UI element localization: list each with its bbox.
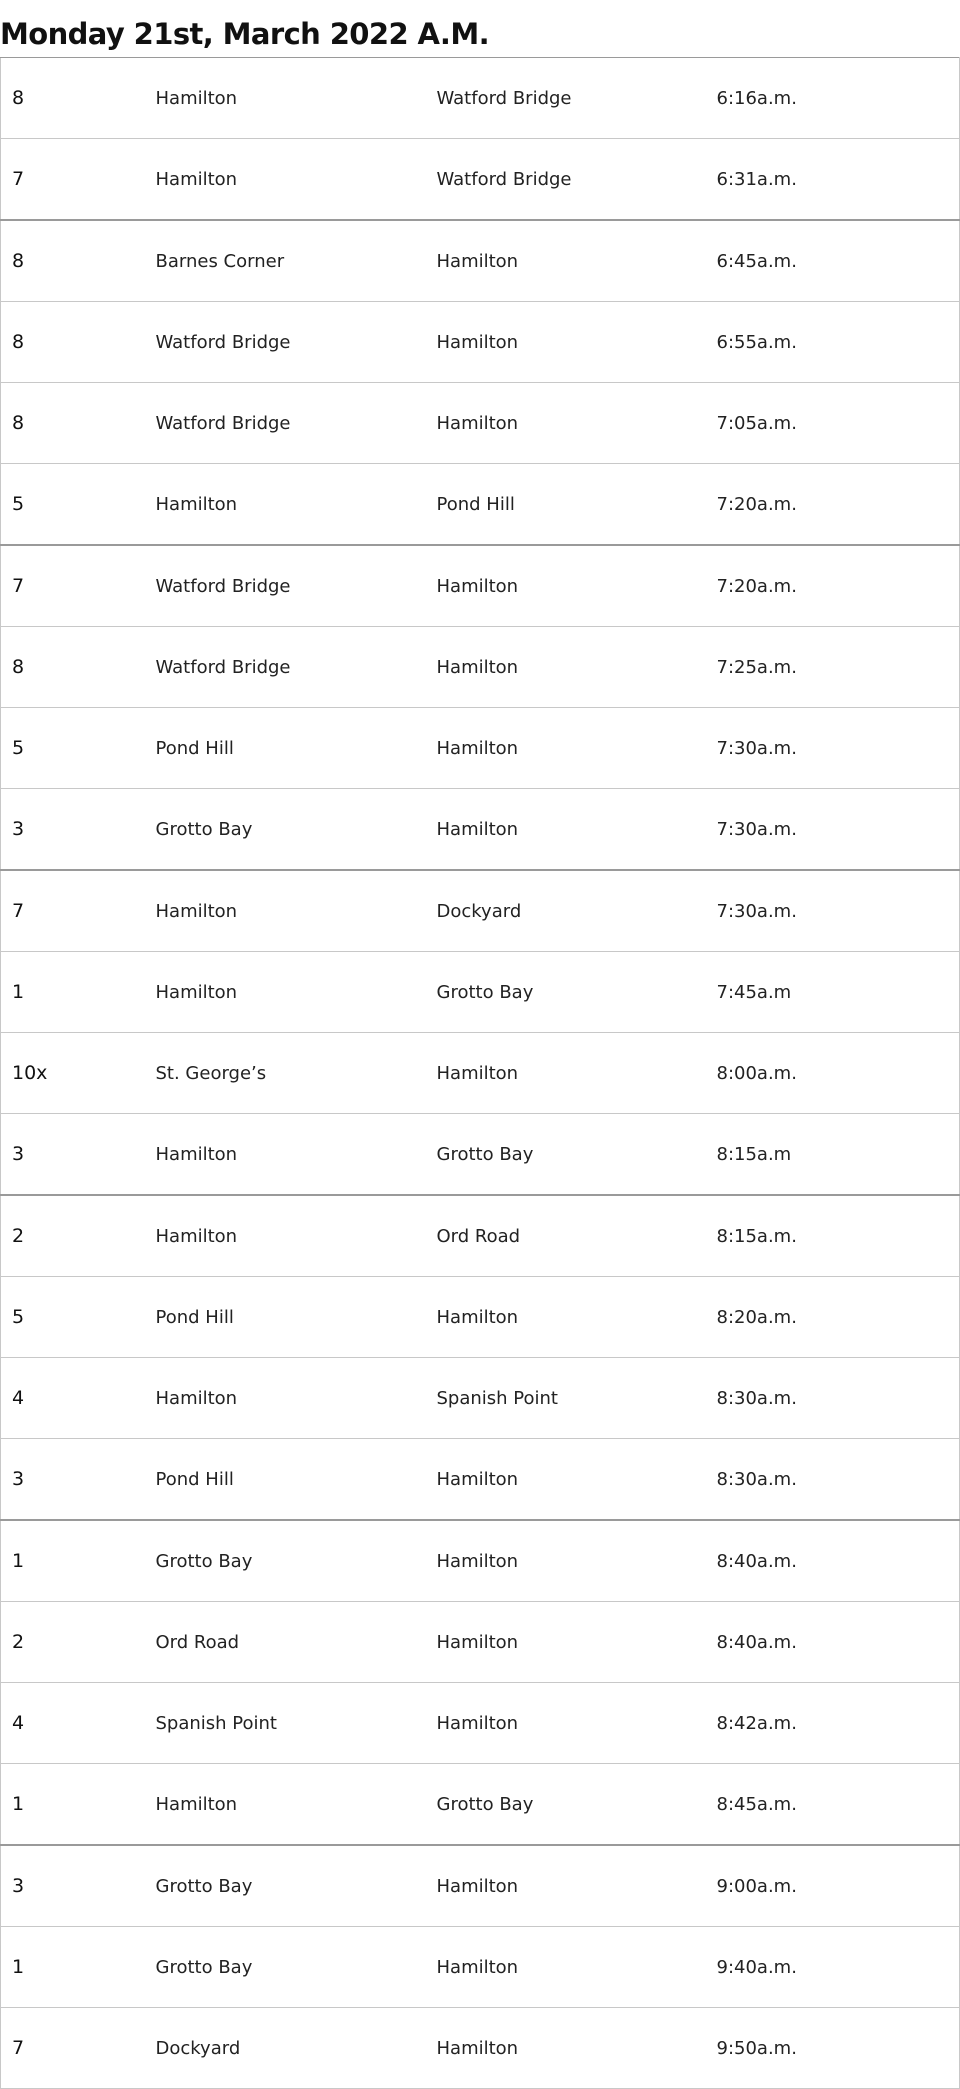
- origin-stop: Grotto Bay: [145, 1927, 426, 2008]
- destination-stop: Hamilton: [426, 627, 706, 708]
- origin-stop: Hamilton: [145, 1114, 426, 1196]
- destination-stop: Hamilton: [426, 383, 706, 464]
- departure-time: 7:25a.m.: [706, 627, 960, 708]
- departure-time: 6:45a.m.: [706, 220, 960, 302]
- destination-stop: Hamilton: [426, 1683, 706, 1764]
- destination-stop: Hamilton: [426, 1277, 706, 1358]
- origin-stop: Barnes Corner: [145, 220, 426, 302]
- destination-stop: Hamilton: [426, 1439, 706, 1521]
- schedule-row: [1, 1845, 960, 1927]
- destination-stop: Pond Hill: [426, 464, 706, 546]
- route-number: 1: [1, 1764, 145, 1846]
- departure-time: 6:31a.m.: [706, 139, 960, 221]
- departure-time: 7:20a.m.: [706, 545, 960, 627]
- departure-time: 9:00a.m.: [706, 1845, 960, 1927]
- departure-time: 9:40a.m.: [706, 1927, 960, 2008]
- schedule-row: [1, 1927, 960, 2008]
- departure-time: 6:16a.m.: [706, 58, 960, 139]
- origin-stop: Hamilton: [145, 58, 426, 139]
- route-number: 8: [1, 627, 145, 708]
- destination-stop: Hamilton: [426, 2008, 706, 2089]
- route-number: 3: [1, 1439, 145, 1521]
- departure-time: 7:30a.m.: [706, 870, 960, 952]
- destination-stop: Grotto Bay: [426, 952, 706, 1033]
- schedule-row: [1, 1033, 960, 1114]
- schedule-row: [1, 139, 960, 221]
- destination-stop: Hamilton: [426, 1033, 706, 1114]
- schedule-row: [1, 952, 960, 1033]
- route-number: 4: [1, 1358, 145, 1439]
- route-number: 5: [1, 708, 145, 789]
- schedule-row: [1, 1358, 960, 1439]
- origin-stop: Pond Hill: [145, 1439, 426, 1521]
- departure-time: 7:05a.m.: [706, 383, 960, 464]
- departure-time: 8:15a.m: [706, 1114, 960, 1196]
- schedule-row: [1, 220, 960, 302]
- origin-stop: Hamilton: [145, 870, 426, 952]
- destination-stop: Watford Bridge: [426, 58, 706, 139]
- route-number: 7: [1, 139, 145, 221]
- departure-time: 8:15a.m.: [706, 1195, 960, 1277]
- schedule-body: [1, 58, 960, 2089]
- destination-stop: Hamilton: [426, 1845, 706, 1927]
- origin-stop: Hamilton: [145, 139, 426, 221]
- destination-stop: Grotto Bay: [426, 1114, 706, 1196]
- schedule-row: [1, 58, 960, 139]
- schedule-row: [1, 302, 960, 383]
- origin-stop: Spanish Point: [145, 1683, 426, 1764]
- route-number: 8: [1, 302, 145, 383]
- departure-time: 6:55a.m.: [706, 302, 960, 383]
- schedule-row: [1, 1602, 960, 1683]
- route-number: 8: [1, 58, 145, 139]
- origin-stop: Ord Road: [145, 1602, 426, 1683]
- destination-stop: Hamilton: [426, 220, 706, 302]
- destination-stop: Dockyard: [426, 870, 706, 952]
- bus-schedule-table: [0, 57, 960, 2089]
- schedule-row: [1, 383, 960, 464]
- route-number: 8: [1, 220, 145, 302]
- destination-stop: Hamilton: [426, 302, 706, 383]
- page-title: Monday 21st, March 2022 A.M.: [0, 17, 490, 51]
- route-number: 3: [1, 789, 145, 871]
- route-number: 7: [1, 2008, 145, 2089]
- destination-stop: Watford Bridge: [426, 139, 706, 221]
- origin-stop: Grotto Bay: [145, 789, 426, 871]
- origin-stop: Watford Bridge: [145, 627, 426, 708]
- origin-stop: Pond Hill: [145, 1277, 426, 1358]
- route-number: 8: [1, 383, 145, 464]
- route-number: 3: [1, 1114, 145, 1196]
- departure-time: 7:20a.m.: [706, 464, 960, 546]
- destination-stop: Hamilton: [426, 708, 706, 789]
- origin-stop: Watford Bridge: [145, 383, 426, 464]
- origin-stop: Grotto Bay: [145, 1845, 426, 1927]
- schedule-row: [1, 1195, 960, 1277]
- schedule-row: [1, 789, 960, 871]
- origin-stop: Hamilton: [145, 952, 426, 1033]
- origin-stop: Hamilton: [145, 1358, 426, 1439]
- origin-stop: Hamilton: [145, 1195, 426, 1277]
- schedule-row: [1, 1277, 960, 1358]
- schedule-row: [1, 1764, 960, 1846]
- route-number: 2: [1, 1602, 145, 1683]
- departure-time: 7:30a.m.: [706, 789, 960, 871]
- origin-stop: Watford Bridge: [145, 302, 426, 383]
- schedule-row: [1, 1439, 960, 1521]
- route-number: 1: [1, 1520, 145, 1602]
- schedule-row: [1, 708, 960, 789]
- schedule-row: [1, 1520, 960, 1602]
- route-number: 2: [1, 1195, 145, 1277]
- route-number: 5: [1, 1277, 145, 1358]
- departure-time: 8:30a.m.: [706, 1358, 960, 1439]
- schedule-row: [1, 870, 960, 952]
- route-number: 4: [1, 1683, 145, 1764]
- destination-stop: Hamilton: [426, 1927, 706, 2008]
- origin-stop: Pond Hill: [145, 708, 426, 789]
- departure-time: 8:42a.m.: [706, 1683, 960, 1764]
- origin-stop: Watford Bridge: [145, 545, 426, 627]
- departure-time: 8:40a.m.: [706, 1602, 960, 1683]
- destination-stop: Spanish Point: [426, 1358, 706, 1439]
- destination-stop: Hamilton: [426, 1520, 706, 1602]
- departure-time: 7:30a.m.: [706, 708, 960, 789]
- departure-time: 8:00a.m.: [706, 1033, 960, 1114]
- departure-time: 8:20a.m.: [706, 1277, 960, 1358]
- route-number: 3: [1, 1845, 145, 1927]
- departure-time: 9:50a.m.: [706, 2008, 960, 2089]
- schedule-row: [1, 1683, 960, 1764]
- route-number: 1: [1, 1927, 145, 2008]
- destination-stop: Grotto Bay: [426, 1764, 706, 1846]
- schedule-row: [1, 627, 960, 708]
- departure-time: 8:40a.m.: [706, 1520, 960, 1602]
- origin-stop: St. George’s: [145, 1033, 426, 1114]
- schedule-row: [1, 2008, 960, 2089]
- destination-stop: Hamilton: [426, 545, 706, 627]
- route-number: 7: [1, 870, 145, 952]
- route-number: 7: [1, 545, 145, 627]
- origin-stop: Hamilton: [145, 464, 426, 546]
- departure-time: 8:45a.m.: [706, 1764, 960, 1846]
- schedule-row: [1, 464, 960, 546]
- route-number: 10x: [1, 1033, 145, 1114]
- destination-stop: Hamilton: [426, 1602, 706, 1683]
- origin-stop: Dockyard: [145, 2008, 426, 2089]
- schedule-row: [1, 545, 960, 627]
- destination-stop: Hamilton: [426, 789, 706, 871]
- route-number: 1: [1, 952, 145, 1033]
- schedule-row: [1, 1114, 960, 1196]
- origin-stop: Grotto Bay: [145, 1520, 426, 1602]
- origin-stop: Hamilton: [145, 1764, 426, 1846]
- departure-time: 7:45a.m: [706, 952, 960, 1033]
- destination-stop: Ord Road: [426, 1195, 706, 1277]
- route-number: 5: [1, 464, 145, 546]
- departure-time: 8:30a.m.: [706, 1439, 960, 1521]
